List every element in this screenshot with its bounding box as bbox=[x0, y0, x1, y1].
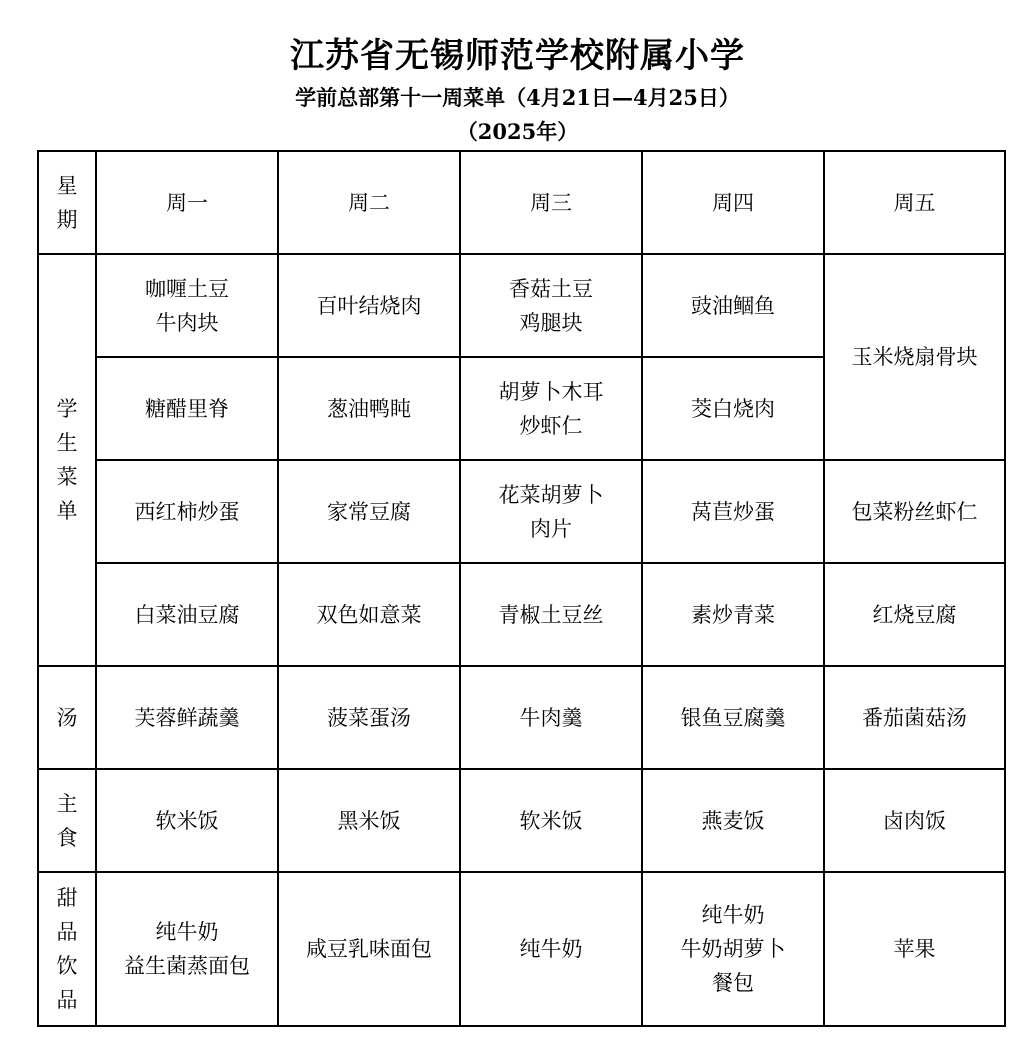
menu-cell bbox=[460, 460, 642, 563]
section-label-char: 品 bbox=[56, 920, 78, 944]
menu-cell bbox=[96, 872, 278, 1026]
dish-line: 包菜粉丝虾仁 bbox=[851, 499, 978, 524]
staple-label-cell bbox=[38, 769, 96, 872]
menu-cell bbox=[278, 872, 460, 1026]
day-header-tue: 周二 bbox=[278, 151, 460, 254]
student-menu-row bbox=[38, 563, 1005, 666]
dish-line: 玉米烧扇骨块 bbox=[851, 345, 978, 369]
day-header-mon: 周一 bbox=[96, 151, 278, 254]
dish-line: 糖醋里脊 bbox=[145, 396, 229, 421]
student-menu-label-cell bbox=[38, 254, 96, 666]
dish-line: 纯牛奶 bbox=[519, 937, 583, 961]
dish-line: 红烧豆腐 bbox=[872, 602, 957, 627]
section-label-char: 学 bbox=[56, 397, 78, 421]
menu-cell bbox=[96, 357, 278, 460]
day-header-thu: 周四 bbox=[642, 151, 824, 254]
menu-cell bbox=[460, 357, 642, 460]
menu-cell bbox=[96, 460, 278, 563]
section-label-char: 汤 bbox=[56, 705, 78, 730]
menu-cell: 牛肉羹 bbox=[460, 666, 642, 769]
dish-line: 青椒土豆丝 bbox=[498, 602, 604, 627]
menu-cell bbox=[278, 563, 460, 666]
menu-cell: 番茄菌菇汤 bbox=[824, 666, 1005, 769]
section-label-char: 生 bbox=[56, 431, 78, 455]
dish-line: 咸豆乳味面包 bbox=[306, 937, 432, 961]
menu-cell: 燕麦饭 bbox=[642, 769, 824, 872]
section-label-char: 甜 bbox=[56, 886, 78, 910]
dish-line: 纯牛奶 bbox=[155, 920, 219, 944]
student-menu-row bbox=[38, 460, 1005, 563]
dish-line: 苹果 bbox=[893, 937, 936, 961]
dish-line: 益生菌蒸面包 bbox=[124, 954, 250, 978]
dessert-row bbox=[38, 872, 1005, 1026]
menu-cell bbox=[642, 254, 824, 357]
menu-cell bbox=[278, 460, 460, 563]
menu-cell bbox=[460, 563, 642, 666]
menu-subtitle: 学前总部第十一周菜单（4月21日—4月25日） bbox=[295, 85, 740, 110]
weekly-menu-table bbox=[37, 150, 1006, 1027]
dish-line: 炒虾仁 bbox=[519, 413, 583, 438]
dish-line: 香菇土豆 bbox=[509, 276, 593, 301]
header-row bbox=[38, 151, 1005, 254]
menu-cell: 黑米饭 bbox=[278, 769, 460, 872]
menu-cell bbox=[642, 460, 824, 563]
dish-line: 花菜胡萝卜 bbox=[498, 482, 604, 507]
section-label-char: 菜 bbox=[56, 465, 78, 489]
menu-cell bbox=[96, 254, 278, 357]
menu-year: （2025年） bbox=[456, 119, 579, 144]
section-label-char: 品 bbox=[56, 988, 78, 1012]
section-label-char: 饮 bbox=[56, 954, 78, 978]
page-title: 江苏省无锡师范学校附属小学 bbox=[290, 36, 745, 76]
corner-label-cell bbox=[38, 151, 96, 254]
dish-line: 鸡腿块 bbox=[519, 310, 583, 335]
menu-cell bbox=[278, 254, 460, 357]
soup-row bbox=[38, 666, 1005, 769]
menu-cell: 软米饭 bbox=[460, 769, 642, 872]
corner-label-char: 星 bbox=[56, 173, 78, 198]
menu-cell bbox=[96, 563, 278, 666]
menu-cell bbox=[642, 563, 824, 666]
menu-cell bbox=[824, 460, 1005, 563]
menu-cell bbox=[824, 872, 1005, 1026]
dish-line: 牛奶胡萝卜 bbox=[680, 937, 786, 961]
dish-line: 双色如意菜 bbox=[316, 602, 422, 627]
menu-cell bbox=[460, 872, 642, 1026]
menu-cell bbox=[642, 357, 824, 460]
menu-cell: 软米饭 bbox=[96, 769, 278, 872]
dish-line: 纯牛奶 bbox=[701, 903, 765, 927]
dish-line: 白菜油豆腐 bbox=[134, 602, 240, 627]
dish-line: 葱油鸭盹 bbox=[327, 396, 411, 421]
dish-line: 肉片 bbox=[530, 516, 572, 541]
menu-cell-friday-merged bbox=[824, 254, 1005, 460]
section-label-char: 单 bbox=[56, 499, 78, 523]
dish-line: 素炒青菜 bbox=[691, 602, 775, 627]
dish-line: 百叶结烧肉 bbox=[316, 293, 422, 318]
dish-line: 家常豆腐 bbox=[327, 499, 411, 524]
dish-line: 餐包 bbox=[712, 971, 754, 995]
dish-line: 豉油鲴鱼 bbox=[691, 293, 775, 318]
soup-label-cell bbox=[38, 666, 96, 769]
menu-cell: 卤肉饭 bbox=[824, 769, 1005, 872]
menu-cell: 芙蓉鲜蔬羹 bbox=[96, 666, 278, 769]
menu-cell bbox=[824, 563, 1005, 666]
menu-cell bbox=[460, 254, 642, 357]
menu-cell bbox=[642, 872, 824, 1026]
dish-line: 咖喱土豆 bbox=[145, 276, 229, 301]
menu-cell: 银鱼豆腐羹 bbox=[642, 666, 824, 769]
day-header-wed: 周三 bbox=[460, 151, 642, 254]
corner-label-char: 期 bbox=[56, 207, 78, 232]
dish-line: 莴苣炒蛋 bbox=[691, 499, 775, 524]
staple-row bbox=[38, 769, 1005, 872]
dish-line: 牛肉块 bbox=[155, 310, 219, 335]
student-menu-row bbox=[38, 254, 1005, 357]
menu-cell bbox=[278, 357, 460, 460]
section-label-char: 主 bbox=[56, 791, 78, 816]
day-header-fri: 周五 bbox=[824, 151, 1005, 254]
dish-line: 茭白烧肉 bbox=[691, 396, 775, 421]
dish-line: 西红柿炒蛋 bbox=[134, 499, 240, 524]
dish-line: 胡萝卜木耳 bbox=[498, 379, 604, 404]
section-label-char: 食 bbox=[56, 825, 78, 850]
menu-cell: 菠菜蛋汤 bbox=[278, 666, 460, 769]
dessert-label-cell bbox=[38, 872, 96, 1026]
